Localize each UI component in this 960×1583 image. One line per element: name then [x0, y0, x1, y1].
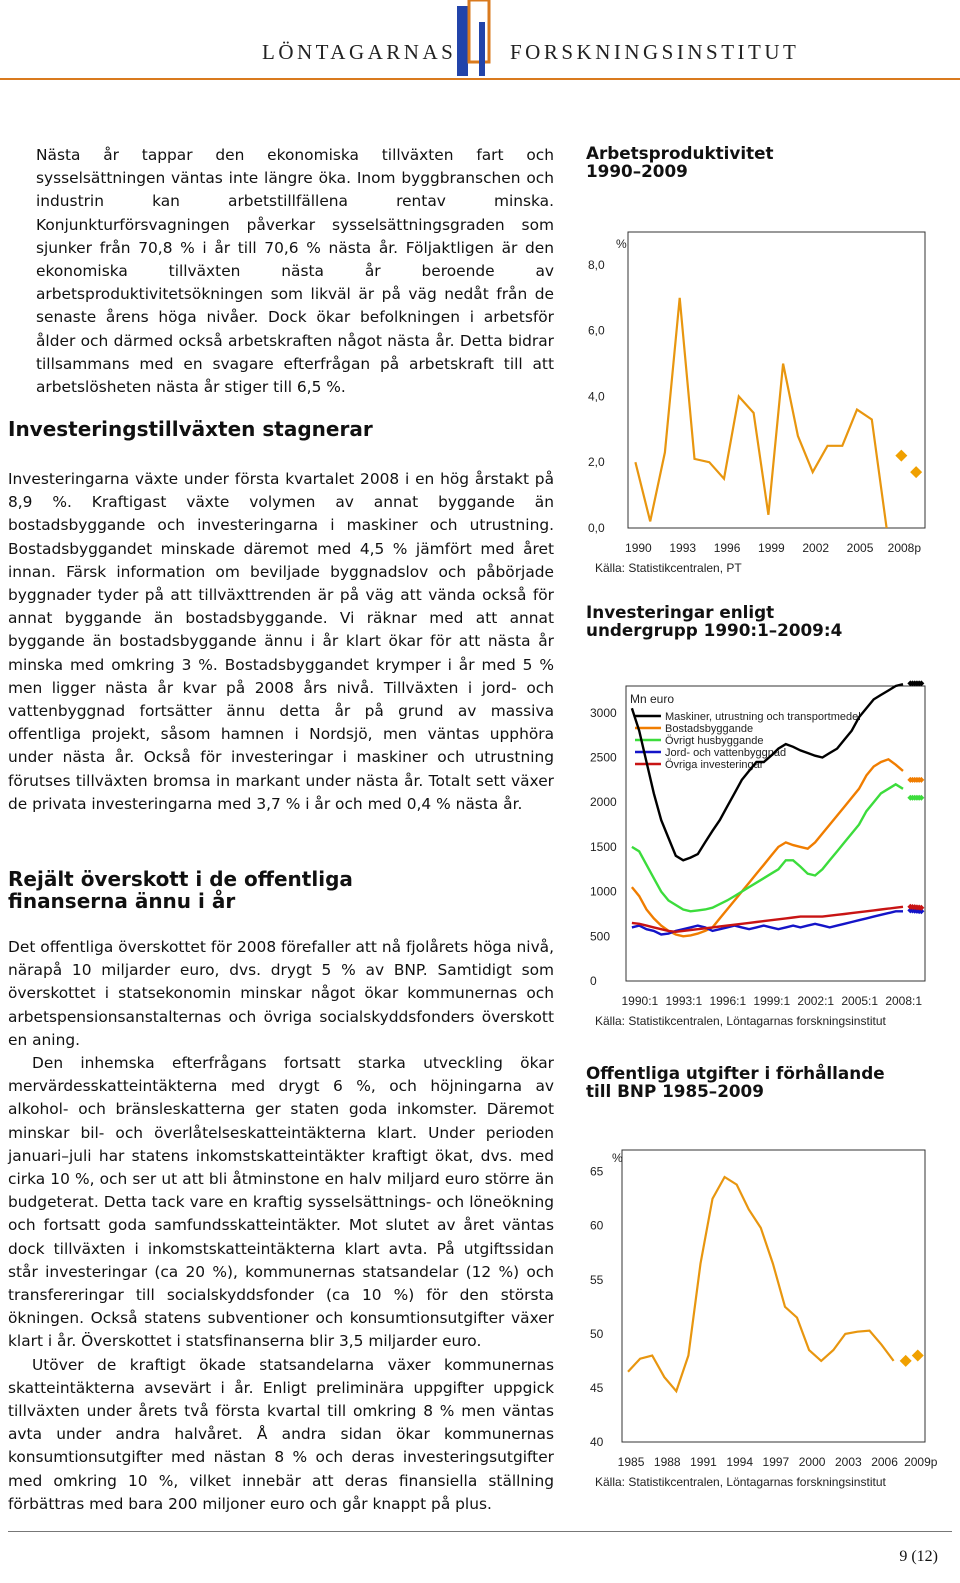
chart1-series-line — [635, 298, 886, 528]
chart3-xtick: 2000 — [798, 1455, 826, 1469]
chart2-ytick: 0 — [590, 974, 597, 988]
chart3-xtick: 1985 — [617, 1455, 645, 1469]
chart1-xtick: 1993 — [669, 541, 697, 555]
chart3-ytick: 40 — [590, 1435, 604, 1449]
chart2-xtick: 2002:1 — [797, 994, 835, 1008]
chart2-xtick: 1999:1 — [753, 994, 791, 1008]
chart3-title: Offentliga utgifter i förhållande till BNP 1985–2009 — [586, 1063, 885, 1101]
investment-paragraph — [8, 468, 554, 816]
chart2-ytick: 1000 — [590, 884, 617, 899]
brand-left-word: LÖNTAGARNAS — [262, 40, 457, 64]
chart2-source: Källa: Statistikcentralen, Löntagarnas forskningsinstitut — [595, 1014, 886, 1028]
chart2-legend-label: Jord- och vattenbyggnad — [665, 747, 787, 759]
chart2-ytick: 1500 — [590, 839, 617, 854]
chart3-forecast-point — [900, 1355, 912, 1367]
header-rule — [0, 78, 960, 80]
chart1-title: Arbetsproduktivitet 1990–2009 — [586, 143, 774, 181]
chart3-ytick: 45 — [590, 1380, 604, 1395]
public-spending-chart — [580, 1140, 938, 1500]
chart1-ytick: 6,0 — [588, 323, 605, 338]
heading-offentliga: Rejält överskott i de offentliga finanserna ännu i år — [8, 867, 353, 913]
chart1-forecast-point — [910, 466, 922, 478]
chart2-legend-label: Maskiner, utrustning och transportmedel — [665, 711, 861, 723]
chart1-ytick: 2,0 — [588, 455, 605, 470]
chart3-ytick: 50 — [590, 1326, 604, 1341]
chart2-title: Investeringar enligt undergrupp 1990:1–2009:4 — [586, 602, 843, 640]
chart1-xtick: 2005 — [846, 541, 874, 555]
chart1-xtick: 1996 — [713, 541, 741, 555]
chart3-ytick: 60 — [590, 1218, 604, 1233]
chart1-xtick: 2008p — [887, 541, 922, 555]
chart1-ylabel: % — [616, 237, 627, 251]
brand-right-word: FORSKNINGSINSTITUT — [510, 40, 800, 64]
chart3-frame — [622, 1150, 925, 1442]
chart3-xtick: 1994 — [726, 1455, 754, 1469]
chart3-series-line — [628, 1177, 894, 1391]
chart2-legend-label: Övriga investeringar — [665, 759, 764, 771]
chart2-ytick: 3000 — [590, 705, 617, 720]
chart1-xtick: 1999 — [758, 541, 785, 555]
chart2-xtick: 1993:1 — [665, 994, 703, 1008]
chart2-legend-label: Bostadsbyggande — [665, 723, 754, 735]
chart1-ytick: 4,0 — [588, 389, 605, 404]
chart3-xtick: 1991 — [690, 1455, 717, 1469]
chart1-xtick: 1990 — [625, 541, 652, 555]
chart2-ytick: 2000 — [590, 795, 617, 810]
chart2-xtick: 1996:1 — [709, 994, 747, 1008]
productivity-chart — [580, 218, 930, 588]
intro-paragraph — [36, 144, 554, 399]
public-finance-text-2: Den inhemska efterfrågans fortsatt starka utveckling ökar mervärdesskatteintäkterna med drygt 6 %, och höjningarna av alkohol- och bränsleskatterna ger staten goda inkomster. Däremot minskar bil- och överlåtelseskatteintäkterna klart. Under perioden januari–juli har statens inkomstskatteintäkter kraftigt ökat, dvs. med cirka 10 %, och ser ut att bli åtminstone en halv miljard euro större än budgeterat. Detta tack vare en kraftig sysselsättnings- och löneökning och fortsatt goda samfundsskatteintäkter. Mot slutet av året väntas dock tillväxten i inkomstskatteintäkterna klart avta. På utgiftssidan står investeringar (ca 20 %), kommunernas statsandelar (12 %) och transfereringar till socialskyddsfonder (ca 10 %) för den största ökningen. Också statens subventioner och konsumtionsutgifter växer klart i år. Överskottet i statsfinanserna blir 3,5 miljarder euro. — [8, 1054, 554, 1351]
investment-chart — [580, 676, 930, 1036]
chart3-xtick: 2003 — [834, 1455, 862, 1469]
chart3-xtick: 1988 — [653, 1455, 681, 1469]
chart3-ytick: 65 — [590, 1164, 604, 1179]
page-number: 9 (12) — [899, 1548, 938, 1565]
chart1-ytick: 8,0 — [588, 257, 605, 272]
footer-rule — [8, 1531, 952, 1532]
chart3-source: Källa: Statistikcentralen, Löntagarnas forskningsinstitut — [595, 1475, 886, 1489]
chart2-xtick: 2008:1 — [885, 994, 923, 1008]
chart2-ylabel: Mn euro — [630, 692, 675, 706]
chart1-source: Källa: Statistikcentralen, PT — [595, 561, 742, 575]
chart2-xtick: 1990:1 — [621, 994, 659, 1008]
intro-text: Nästa år tappar den ekonomiska tillväxten fart och sysselsättningen väntas inte längre öka. Inom byggbranschen och industrin kan arbetstillfällena rentav minska. Konjunkturförsvagningen påverkar sysselsättningsgraden som sjunker från 70,8 % i år till 70,6 % nästa år. Följaktligen är den ekonomiska tillväxten nästa år beroende av arbetsproduktivitetsökningen som likväl är på väg nedåt från de senaste årens höga nivåer. Dock ökar befolkningen i arbetsför ålder och därmed också arbetskraften något nästa år. Detta bidrar tillsammans med en svagare efterfrågan på arbetskraft till att arbetslösheten nästa år stiger till 6,5 %. — [36, 146, 554, 397]
chart3-forecast-point — [912, 1349, 924, 1361]
public-finance-paragraph — [8, 936, 554, 1516]
logo-mark — [453, 0, 501, 76]
chart2-xtick: 2005:1 — [841, 994, 879, 1008]
chart3-xtick: 2006 — [871, 1455, 898, 1469]
chart2-ytick: 500 — [590, 929, 611, 944]
chart2-legend-label: Övrigt husbyggande — [665, 735, 764, 747]
chart1-forecast-point — [895, 450, 907, 462]
chart1-xtick: 2002 — [802, 541, 830, 555]
chart2-ytick: 2500 — [590, 750, 617, 765]
chart3-ylabel: % — [612, 1151, 623, 1165]
chart3-xtick: 1997 — [762, 1455, 790, 1469]
chart3-xtick: 2009p — [904, 1455, 938, 1469]
page-header — [0, 0, 960, 110]
heading-investeringar: Investeringstillväxten stagnerar — [8, 417, 373, 441]
public-finance-text-3: Utöver de kraftigt ökade statsandelarna växer kommunernas skatteintäkterna avsevärt i år. Enligt preliminära uppgifter uppgick tillväxten under årets två första kvartal till omkring 8 % men väntas avta under andra halvåret. Å andra sidan ökar kommunernas konsumtionsutgifter med nästan 8 % och deras investeringsutgifter med omkring 10 %, vilket innebär att deras finansiella ställning förbättras med bara 200 miljoner euro och går knappt på plus. — [8, 1355, 554, 1513]
public-finance-text-1: Det offentliga överskottet för 2008 förefaller att nå fjolårets höga nivå, närapå 10 miljarder euro, dvs. drygt 5 % av BNP. Samtidigt som överskottet i statsekonomin minskar något ökar kommunernas och arbetspensionsanstalternas och övriga socialskyddsfonders överskott en aning. — [8, 938, 554, 1049]
chart1-ytick: 0,0 — [588, 521, 605, 535]
investment-text: Investeringarna växte under första kvartalet 2008 i en hög årstakt på 8,9 %. Kraftigast växte volymen av annat byggande än bostadsbyggande och investeringarna i maskiner och utrustning. Bostadsbyggandet minskade däremot med 4,5 % jämfört med året innan. Färsk information om beviljade byggnadslov och påbörjade byggnader tyder på att tillväxttrenden är på väg att vända också för annat byggande än bostadsbyggande. Vi räknar med att annat byggande än bostadsbyggande ännu i år klart ökar för att nästa år minska med omkring 3 %. Bostadsbyggandet krymper i år med 5 % men ligger nästa år kvar på 2008 års nivå. Tillväxten i jord- och vattenbyggnad fortsätter ännu detta år på grund av massiva offentliga projekt, såsom hamnen i Nordsjö, men väntas upphöra under nästa år. Också för investeringar i maskiner och utrustning förutses tillväxten bromsa in markant under nästa år. Totalt sett växer de privata investeringarna med 3,7 % i år och med 0,4 % nästa år. — [8, 470, 554, 813]
chart3-ytick: 55 — [590, 1272, 604, 1287]
